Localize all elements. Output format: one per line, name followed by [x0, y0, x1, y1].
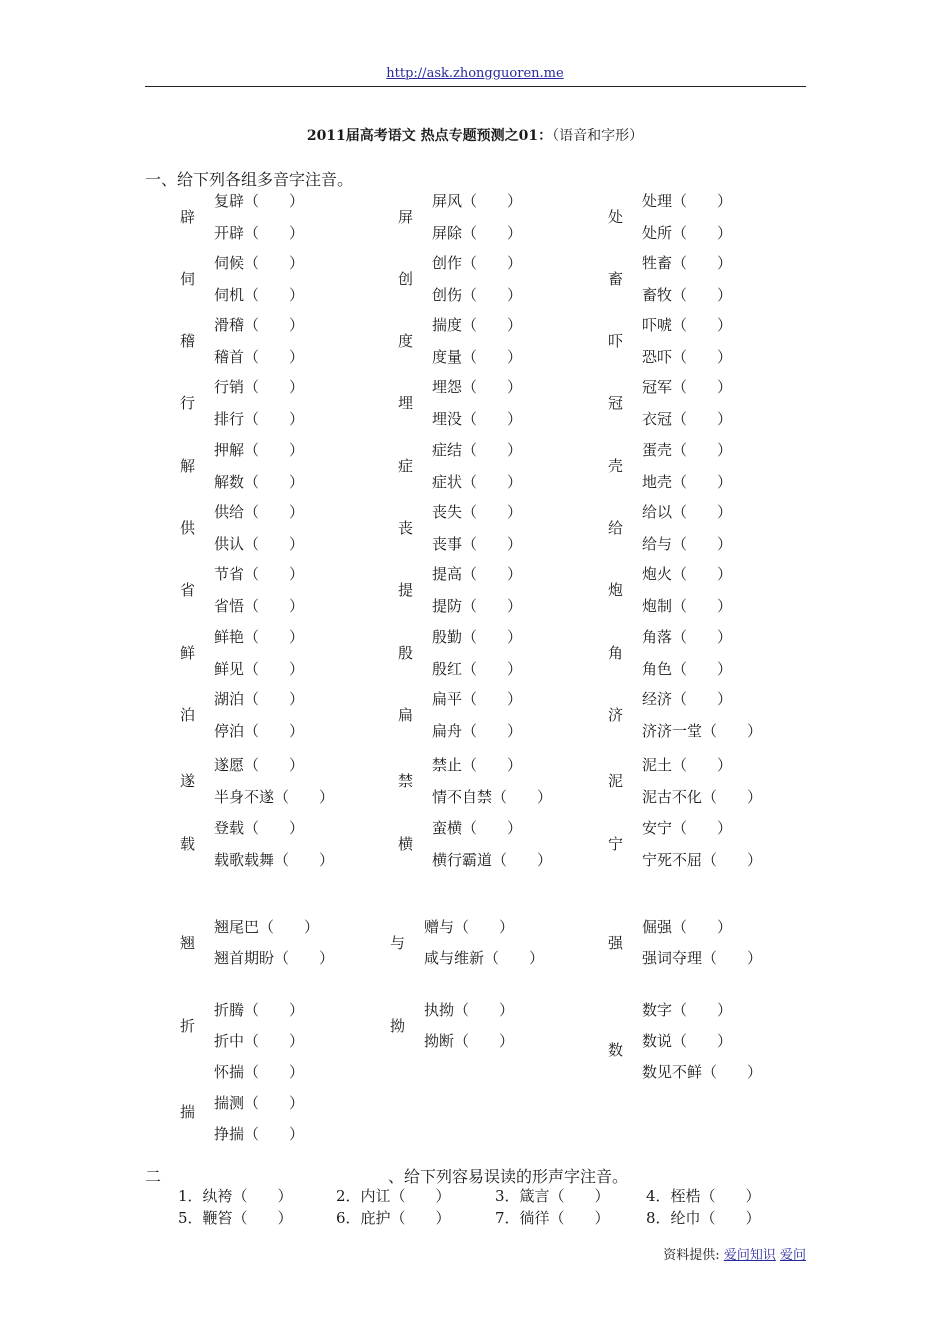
group-word: 济济一堂（ ） — [642, 722, 763, 740]
group-word: 禁止（ ） — [432, 756, 523, 774]
footer-link-aiwen[interactable]: 爱问 — [779, 1248, 806, 1263]
group-word: 强词夺理（ ） — [642, 949, 763, 967]
group-word: 埋怨（ ） — [432, 378, 523, 396]
group-head-char: 载 — [180, 835, 196, 853]
group-word: 度量（ ） — [432, 348, 523, 366]
pinyin-item: 5．鞭笞（ ） — [178, 1209, 293, 1227]
footer-link-aiwen-zhishi[interactable]: 爱问知识 — [723, 1248, 776, 1263]
group-word: 恐吓（ ） — [642, 348, 733, 366]
header-rule — [145, 86, 806, 87]
pinyin-item: 4．桎梏（ ） — [646, 1187, 761, 1205]
group-head-char: 泊 — [180, 706, 196, 724]
group-word: 提高（ ） — [432, 565, 523, 583]
group-word: 创伤（ ） — [432, 286, 523, 304]
group-word: 蛋壳（ ） — [642, 441, 733, 459]
group-word: 揣测（ ） — [214, 1094, 305, 1112]
title-main: 2011届高考语文 热点专题预测之01： — [306, 128, 553, 144]
group-head-char: 翘 — [180, 934, 196, 952]
pinyin-item: 2．内讧（ ） — [336, 1187, 451, 1205]
group-head-char: 省 — [180, 581, 196, 599]
group-head-char: 解 — [180, 457, 196, 475]
group-head-char: 给 — [608, 519, 624, 537]
group-word: 炮火（ ） — [642, 565, 733, 583]
group-head-char: 泥 — [608, 772, 624, 790]
group-word: 咸与维新（ ） — [424, 949, 545, 967]
group-word: 冠军（ ） — [642, 378, 733, 396]
group-head-char: 冠 — [608, 394, 624, 412]
group-head-char: 畜 — [608, 270, 624, 288]
group-head-char: 吓 — [608, 332, 624, 350]
group-word: 牲畜（ ） — [642, 254, 733, 272]
group-word: 屏风（ ） — [432, 192, 523, 210]
pinyin-item: 6．庇护（ ） — [336, 1209, 451, 1227]
group-word: 供认（ ） — [214, 535, 305, 553]
group-head-char: 横 — [398, 835, 414, 853]
group-word: 翘尾巴（ ） — [214, 918, 320, 936]
group-word: 给以（ ） — [642, 503, 733, 521]
group-word: 登载（ ） — [214, 819, 305, 837]
section2-heading: 、给下列容易误读的形声字注音。 — [388, 1167, 629, 1186]
pinyin-item: 7．徜徉（ ） — [495, 1209, 610, 1227]
group-head-char: 鲜 — [180, 644, 196, 662]
group-word: 拗断（ ） — [424, 1032, 515, 1050]
group-head-char: 辟 — [180, 208, 196, 226]
group-word: 供给（ ） — [214, 503, 305, 521]
header-url-link[interactable]: http://ask.zhongguoren.me — [386, 66, 564, 81]
group-word: 蛮横（ ） — [432, 819, 523, 837]
group-word: 滑稽（ ） — [214, 316, 305, 334]
group-head-char: 拗 — [390, 1017, 406, 1035]
group-head-char: 揣 — [180, 1103, 196, 1121]
group-word: 宁死不屈（ ） — [642, 851, 763, 869]
group-word: 横行霸道（ ） — [432, 851, 553, 869]
group-head-char: 创 — [398, 270, 414, 288]
section1-heading: 一、给下列各组多音字注音。 — [145, 170, 354, 189]
group-word: 情不自禁（ ） — [432, 788, 553, 806]
group-word: 节省（ ） — [214, 565, 305, 583]
group-head-char: 症 — [398, 457, 414, 475]
group-head-char: 遂 — [180, 772, 196, 790]
pinyin-item: 8．纶巾（ ） — [646, 1209, 761, 1227]
group-head-char: 稽 — [180, 332, 196, 350]
group-word: 赠与（ ） — [424, 918, 515, 936]
page-footer — [663, 1244, 806, 1263]
footer-label: 资料提供: — [663, 1248, 720, 1263]
group-head-char: 宁 — [608, 835, 624, 853]
group-word: 鲜艳（ ） — [214, 628, 305, 646]
group-word: 泥土（ ） — [642, 756, 733, 774]
group-word: 挣揣（ ） — [214, 1125, 305, 1143]
group-word: 数说（ ） — [642, 1032, 733, 1050]
title-suffix: （语音和字形） — [552, 128, 644, 144]
group-head-char: 禁 — [398, 772, 414, 790]
group-head-char: 处 — [608, 208, 624, 226]
group-word: 角色（ ） — [642, 660, 733, 678]
group-head-char: 埋 — [398, 394, 414, 412]
group-word: 症状（ ） — [432, 473, 523, 491]
group-word: 地壳（ ） — [642, 473, 733, 491]
group-head-char: 供 — [180, 519, 196, 537]
group-word: 给与（ ） — [642, 535, 733, 553]
group-head-char: 丧 — [398, 519, 414, 537]
group-word: 数字（ ） — [642, 1001, 733, 1019]
group-word: 翘首期盼（ ） — [214, 949, 335, 967]
group-word: 揣度（ ） — [432, 316, 523, 334]
group-word: 执拗（ ） — [424, 1001, 515, 1019]
group-word: 扁舟（ ） — [432, 722, 523, 740]
group-head-char: 屏 — [398, 208, 414, 226]
group-word: 复辟（ ） — [214, 192, 305, 210]
group-head-char: 行 — [180, 394, 196, 412]
group-word: 折中（ ） — [214, 1032, 305, 1050]
group-word: 鲜见（ ） — [214, 660, 305, 678]
group-word: 经济（ ） — [642, 690, 733, 708]
group-head-char: 折 — [180, 1017, 196, 1035]
group-word: 行销（ ） — [214, 378, 305, 396]
group-word: 解数（ ） — [214, 473, 305, 491]
group-word: 倔强（ ） — [642, 918, 733, 936]
group-head-char: 角 — [608, 644, 624, 662]
group-head-char: 强 — [608, 934, 624, 952]
group-word: 创作（ ） — [432, 254, 523, 272]
group-word: 屏除（ ） — [432, 224, 523, 242]
group-word: 角落（ ） — [642, 628, 733, 646]
group-head-char: 殷 — [398, 644, 414, 662]
group-word: 折腾（ ） — [214, 1001, 305, 1019]
group-head-char: 与 — [390, 934, 406, 952]
group-head-char: 扁 — [398, 706, 414, 724]
group-head-char: 济 — [608, 706, 624, 724]
group-word: 半身不遂（ ） — [214, 788, 335, 806]
group-word: 埋没（ ） — [432, 410, 523, 428]
group-head-char: 炮 — [608, 581, 624, 599]
group-word: 吓唬（ ） — [642, 316, 733, 334]
group-word: 伺候（ ） — [214, 254, 305, 272]
group-word: 怀揣（ ） — [214, 1063, 305, 1081]
group-word: 丧事（ ） — [432, 535, 523, 553]
group-word: 处理（ ） — [642, 192, 733, 210]
group-word: 押解（ ） — [214, 441, 305, 459]
group-word: 稽首（ ） — [214, 348, 305, 366]
group-head-char: 提 — [398, 581, 414, 599]
group-word: 殷红（ ） — [432, 660, 523, 678]
group-word: 排行（ ） — [214, 410, 305, 428]
group-word: 畜牧（ ） — [642, 286, 733, 304]
group-word: 扁平（ ） — [432, 690, 523, 708]
group-word: 停泊（ ） — [214, 722, 305, 740]
group-head-char: 度 — [398, 332, 414, 350]
pinyin-item: 3．箴言（ ） — [495, 1187, 610, 1205]
page-header — [0, 66, 950, 81]
group-word: 症结（ ） — [432, 441, 523, 459]
group-word: 殷勤（ ） — [432, 628, 523, 646]
group-word: 湖泊（ ） — [214, 690, 305, 708]
group-word: 伺机（ ） — [214, 286, 305, 304]
group-word: 丧失（ ） — [432, 503, 523, 521]
group-head-char: 伺 — [180, 270, 196, 288]
section2-number: 二 — [145, 1167, 162, 1186]
group-word: 省悟（ ） — [214, 597, 305, 615]
group-head-char: 壳 — [608, 457, 624, 475]
pinyin-item: 1．纨袴（ ） — [178, 1187, 293, 1205]
group-head-char: 数 — [608, 1041, 624, 1059]
group-word: 数见不鲜（ ） — [642, 1063, 763, 1081]
group-word: 遂愿（ ） — [214, 756, 305, 774]
group-word: 安宁（ ） — [642, 819, 733, 837]
group-word: 衣冠（ ） — [642, 410, 733, 428]
group-word: 开辟（ ） — [214, 224, 305, 242]
group-word: 处所（ ） — [642, 224, 733, 242]
document-title — [0, 125, 950, 145]
group-word: 提防（ ） — [432, 597, 523, 615]
group-word: 泥古不化（ ） — [642, 788, 763, 806]
group-word: 载歌载舞（ ） — [214, 851, 335, 869]
group-word: 炮制（ ） — [642, 597, 733, 615]
